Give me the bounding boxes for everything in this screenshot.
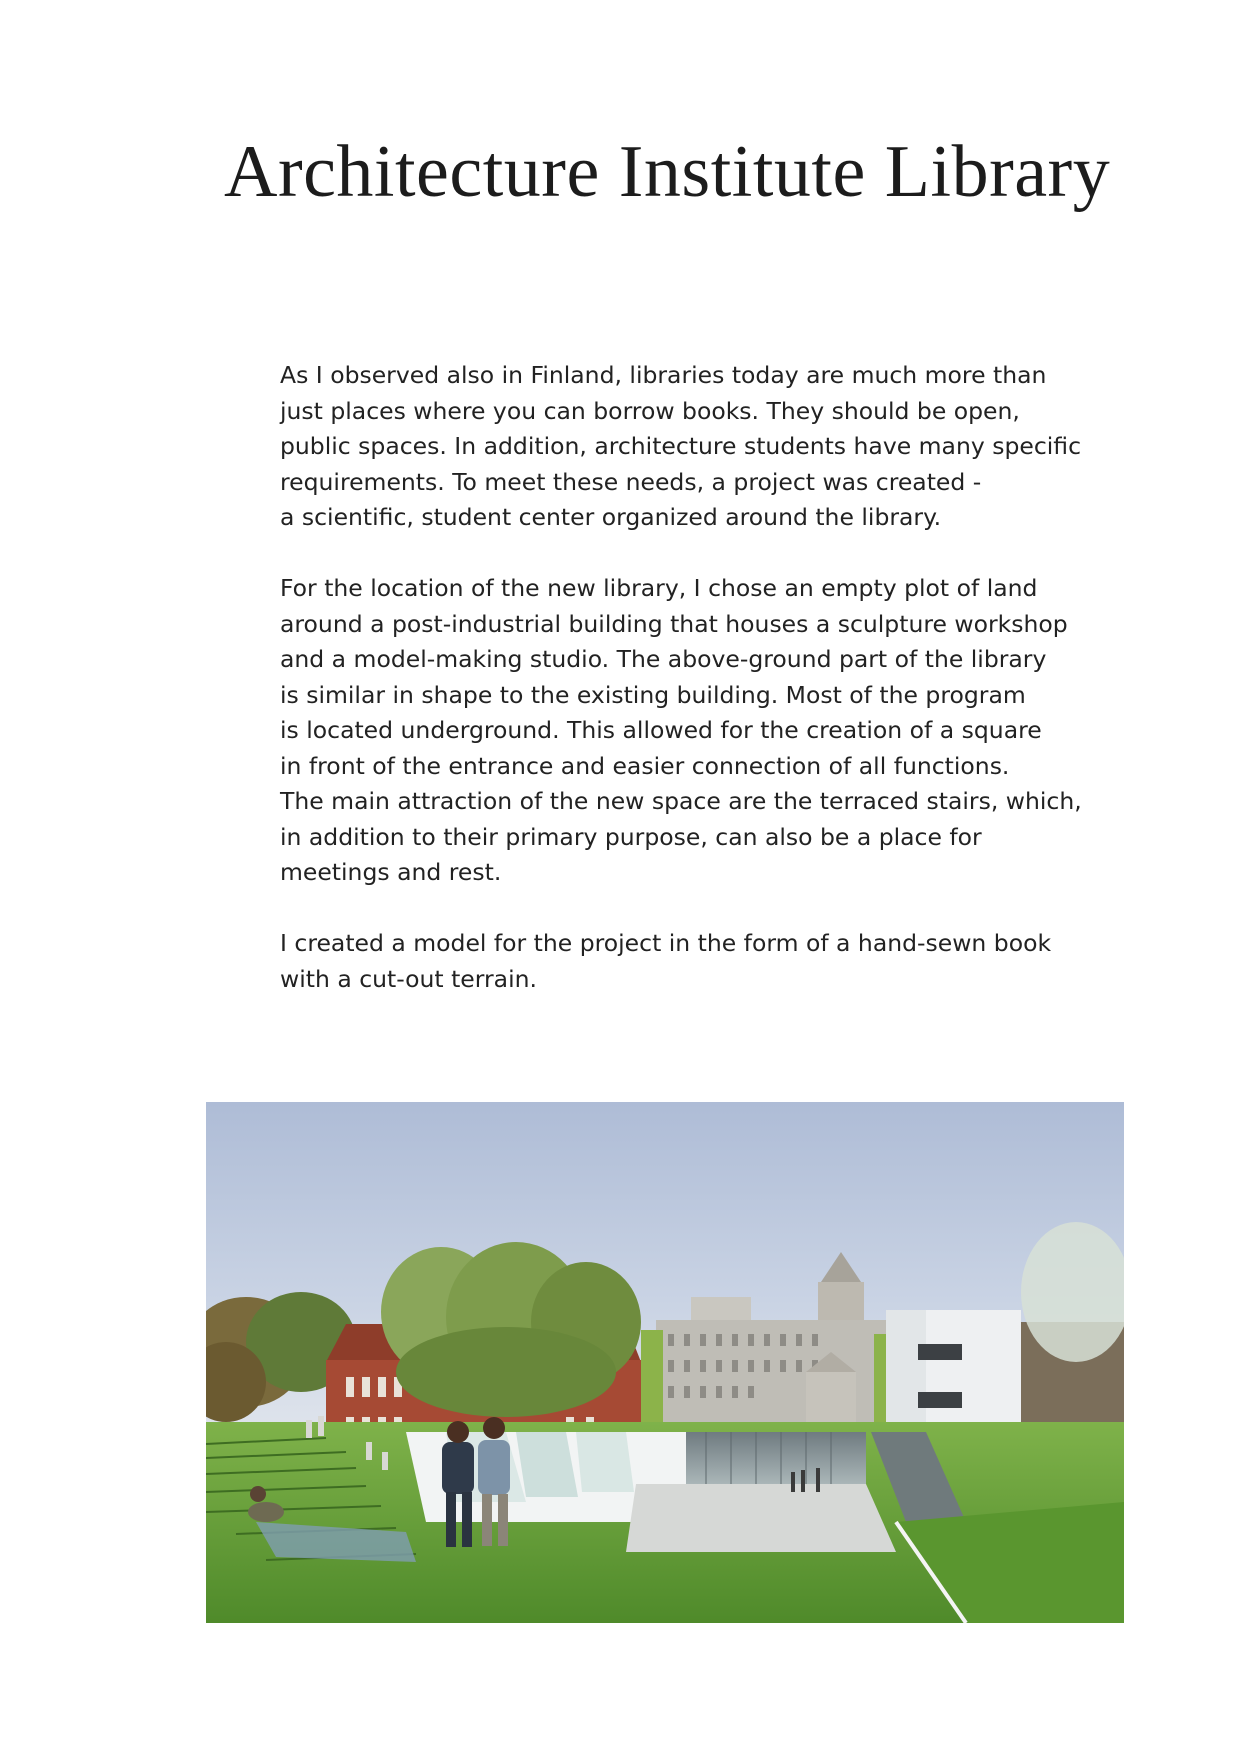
text-line: a scientific, student center organized around the library. bbox=[280, 503, 942, 531]
text-line: meetings and rest. bbox=[280, 858, 502, 886]
text-line: public spaces. In addition, architecture students have many specific bbox=[280, 432, 1082, 460]
text-line: and a model-making studio. The above-ground part of the library bbox=[280, 645, 1047, 673]
text-line: As I observed also in Finland, libraries today are much more than bbox=[280, 361, 1047, 389]
text-line: requirements. To meet these needs, a project was created - bbox=[280, 467, 982, 496]
paragraph-model bbox=[280, 926, 1100, 997]
text-line: is located underground. This allowed for the creation of a square bbox=[280, 716, 1042, 744]
text-line: in addition to their primary purpose, can also be a place for bbox=[280, 822, 982, 851]
paragraph-location bbox=[280, 571, 1100, 891]
text-line: For the location of the new library, I chose an empty plot of land bbox=[280, 574, 1038, 602]
text-line: The main attraction of the new space are the terraced stairs, which, bbox=[280, 787, 1082, 815]
text-line: around a post-industrial building that houses a sculpture workshop bbox=[280, 609, 1068, 638]
body-text bbox=[280, 358, 1100, 997]
text-line: in front of the entrance and easier connection of all functions. bbox=[280, 751, 1010, 780]
rendering-illustration bbox=[206, 1102, 1124, 1623]
paragraph-intro bbox=[280, 358, 1100, 536]
text-line: is similar in shape to the existing building. Most of the program bbox=[280, 680, 1026, 709]
willow-tree bbox=[381, 1242, 641, 1417]
text-line: with a cut-out terrain. bbox=[280, 964, 537, 993]
page-title: Architecture Institute Library bbox=[224, 131, 1111, 213]
text-line: just places where you can borrow books. They should be open, bbox=[280, 396, 1020, 425]
text-line: I created a model for the project in the form of a hand-sewn book bbox=[280, 929, 1052, 957]
architectural-rendering bbox=[206, 1102, 1124, 1623]
